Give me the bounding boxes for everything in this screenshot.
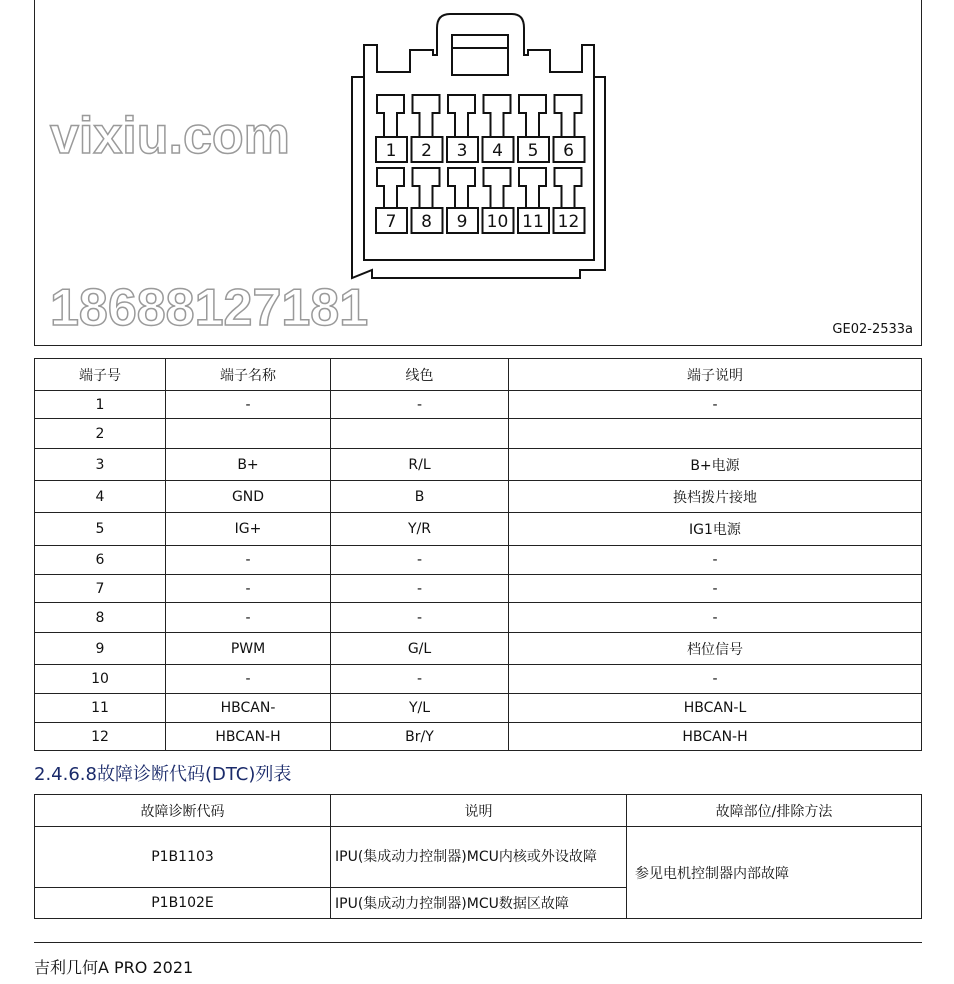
pin-number: 1 [385,141,397,161]
pin-number: 8 [421,212,432,232]
connector-diagram [340,0,620,290]
pin-number: 6 [563,141,574,161]
header-row [35,359,922,391]
pin-number: 5 [527,141,539,161]
terminal-cavity [519,168,546,208]
table-cell: - [509,546,922,575]
dtc-description: IPU(集成动力控制器)MCU内核或外设故障 [331,827,627,888]
table-cell [331,419,509,449]
pin-table [34,358,922,751]
table-cell: - [166,575,331,603]
table-row [35,546,922,575]
table-row [35,575,922,603]
table-row [35,665,922,694]
watermark: 18688127181 [50,279,369,337]
table-cell: Y/L [331,694,509,723]
table-cell: PWM [166,633,331,665]
table-cell: 12 [35,723,166,751]
pin-number: 11 [522,212,544,232]
table-row [35,603,922,633]
table-cell: 6 [35,546,166,575]
dtc-code: P1B102E [35,888,331,919]
watermark: vixiu.com [50,107,290,165]
table-cell: 5 [35,513,166,546]
table-cell: - [331,546,509,575]
table-cell: - [166,391,331,419]
table-cell: 8 [35,603,166,633]
table-cell: HBCAN- [166,694,331,723]
table-cell: - [166,546,331,575]
table-cell: - [509,391,922,419]
pin-number: 12 [557,212,580,232]
table-row [35,633,922,665]
dtc-table [34,794,922,919]
table-cell: IG+ [166,513,331,546]
table-cell: 7 [35,575,166,603]
table-row [35,723,922,751]
table-cell: - [331,665,509,694]
terminal-cavity [448,95,475,137]
table-cell: 2 [35,419,166,449]
terminal-cavity [413,95,440,137]
table-row [35,419,922,449]
dtc-code: P1B1103 [35,827,331,888]
terminal-cavity [519,95,546,137]
dtc-description: IPU(集成动力控制器)MCU数据区故障 [331,888,627,919]
terminal-cavity [413,168,440,208]
table-cell: HBCAN-H [166,723,331,751]
table-cell: - [509,665,922,694]
pin-number: 3 [456,141,468,161]
table-row [35,481,922,513]
table-cell: IG1电源 [509,513,922,546]
table-row [35,449,922,481]
footer-text: 吉利几何A PRO 2021 [34,958,194,977]
table-cell: 10 [35,665,166,694]
pin-number: 10 [486,212,509,232]
table-cell: Br/Y [331,723,509,751]
table-cell: - [331,575,509,603]
table-cell: G/L [331,633,509,665]
pin-number: 9 [456,212,468,232]
table-cell: - [509,603,922,633]
header-cell: 端子号 [35,359,166,391]
table-cell: 3 [35,449,166,481]
table-cell: B+ [166,449,331,481]
table-cell: 1 [35,391,166,419]
terminal-cavity [484,95,511,137]
header-row [35,795,922,827]
terminal-cavity [484,168,511,208]
table-cell: R/L [331,449,509,481]
terminal-cavity [555,95,582,137]
header-cell: 端子说明 [509,359,922,391]
table-cell [166,419,331,449]
table-cell: 换档拨片接地 [509,481,922,513]
header-cell: 端子名称 [166,359,331,391]
figure-code: GE02-2533a [832,322,913,337]
table-row [35,827,922,888]
table-cell: 9 [35,633,166,665]
table-cell: 11 [35,694,166,723]
table-cell: - [166,665,331,694]
terminal-cavity [377,168,404,208]
table-cell: 档位信号 [509,633,922,665]
terminal-cavity [555,168,582,208]
table-cell: GND [166,481,331,513]
pin-number: 2 [421,141,432,161]
header-cell: 线色 [331,359,509,391]
terminal-cavity [448,168,475,208]
table-cell: HBCAN-L [509,694,922,723]
table-cell: HBCAN-H [509,723,922,751]
footer-divider [34,942,922,943]
header-cell: 故障诊断代码 [35,795,331,827]
table-cell: - [331,603,509,633]
table-cell: 4 [35,481,166,513]
table-cell: Y/R [331,513,509,546]
table-cell [509,419,922,449]
table-cell: - [509,575,922,603]
terminal-cavity [377,95,404,137]
table-cell: - [331,391,509,419]
pin-number: 7 [385,212,397,232]
table-cell: B+电源 [509,449,922,481]
pin-number: 4 [492,141,503,161]
table-row [35,694,922,723]
header-cell: 说明 [331,795,627,827]
table-row [35,391,922,419]
table-cell: - [166,603,331,633]
section-title: 2.4.6.8故障诊断代码(DTC)列表 [34,764,292,785]
dtc-remedy: 参见电机控制器内部故障 [627,827,922,919]
header-cell: 故障部位/排除方法 [627,795,922,827]
table-cell: B [331,481,509,513]
table-row [35,513,922,546]
